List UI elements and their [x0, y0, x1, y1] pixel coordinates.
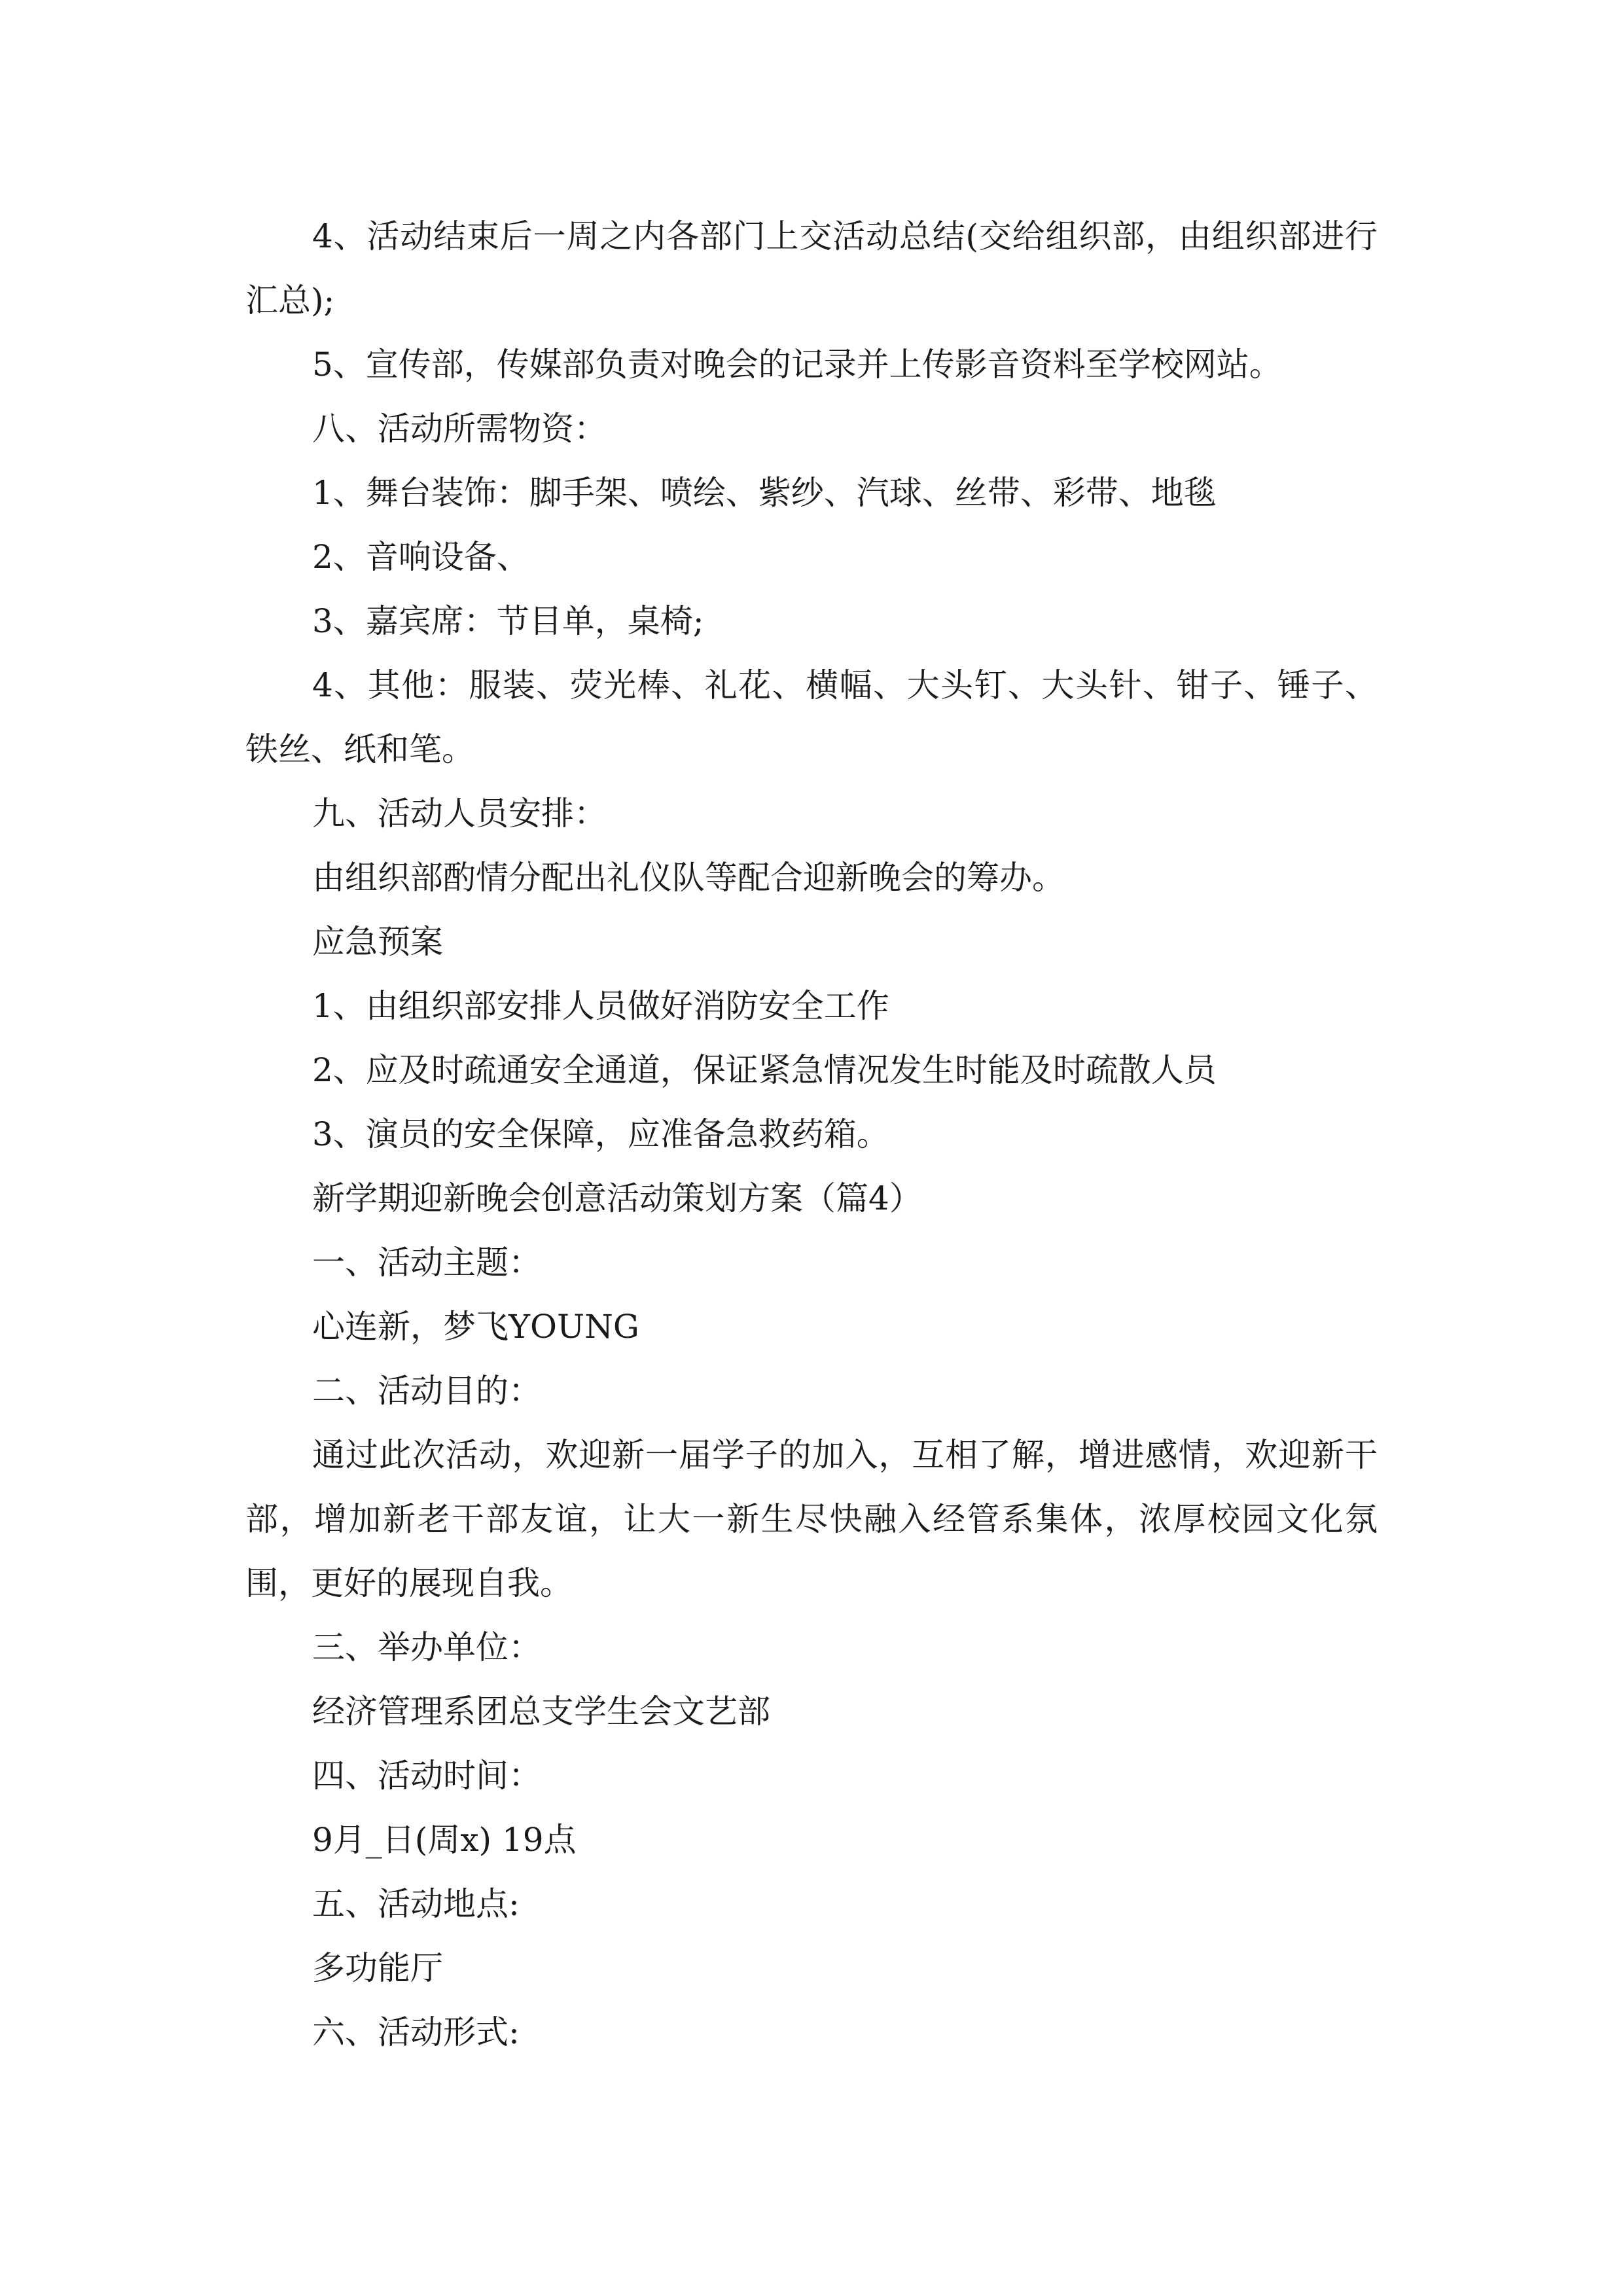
- paragraph: 9月_日(周x) 19点: [312, 1821, 577, 1859]
- section-heading: 六、活动形式:: [312, 2013, 520, 2051]
- list-item: 2、音响设备、: [312, 538, 529, 576]
- list-item: 4、其他：服装、荧光棒、礼花、横幅、大头钉、大头针、钳子、锤子、铁丝、纸和笔。: [245, 666, 1378, 768]
- list-item: 1、由组织部安排人员做好消防安全工作: [312, 987, 889, 1025]
- paragraph: 心连新，梦飞YOUNG: [312, 1308, 639, 1346]
- section-heading: 二、活动目的：: [312, 1372, 541, 1410]
- document-title: 新学期迎新晚会创意活动策划方案（篇4）: [312, 1179, 922, 1217]
- section-heading: 九、活动人员安排：: [312, 795, 607, 833]
- paragraph: 由组织部酌情分配出礼仪队等配合迎新晚会的筹办。: [312, 859, 1065, 897]
- paragraph: 4、活动结束后一周之内各部门上交活动总结(交给组织部，由组织部进行汇总);: [245, 217, 1378, 319]
- paragraph: 经济管理系团总支学生会文艺部: [312, 1693, 770, 1731]
- section-heading: 应急预案: [312, 923, 443, 961]
- paragraph: 多功能厅: [312, 1949, 443, 1987]
- paragraph: 5、宣传部，传媒部负责对晚会的记录并上传影音资料至学校网站。: [312, 346, 1282, 384]
- section-heading: 四、活动时间：: [312, 1757, 541, 1795]
- list-item: 2、应及时疏通安全通道，保证紧急情况发生时能及时疏散人员: [312, 1051, 1217, 1089]
- document-body: [245, 204, 1378, 2064]
- section-heading: 三、举办单位：: [312, 1628, 541, 1666]
- paragraph: 通过此次活动，欢迎新一届学子的加入，互相了解，增进感情，欢迎新干部，增加新老干部友谊，让大一新生尽快融入经管系集体，浓厚校园文化氛围，更好的展现自我。: [245, 1436, 1378, 1602]
- list-item: 3、嘉宾席：节目单，桌椅;: [312, 602, 704, 640]
- section-heading: 五、活动地点:: [312, 1885, 520, 1923]
- list-item: 3、演员的安全保障，应准备急救药箱。: [312, 1115, 889, 1153]
- section-heading: 八、活动所需物资：: [312, 410, 607, 448]
- list-item: 1、舞台装饰：脚手架、喷绘、紫纱、汽球、丝带、彩带、地毯: [312, 474, 1217, 512]
- section-heading: 一、活动主题：: [312, 1244, 541, 1282]
